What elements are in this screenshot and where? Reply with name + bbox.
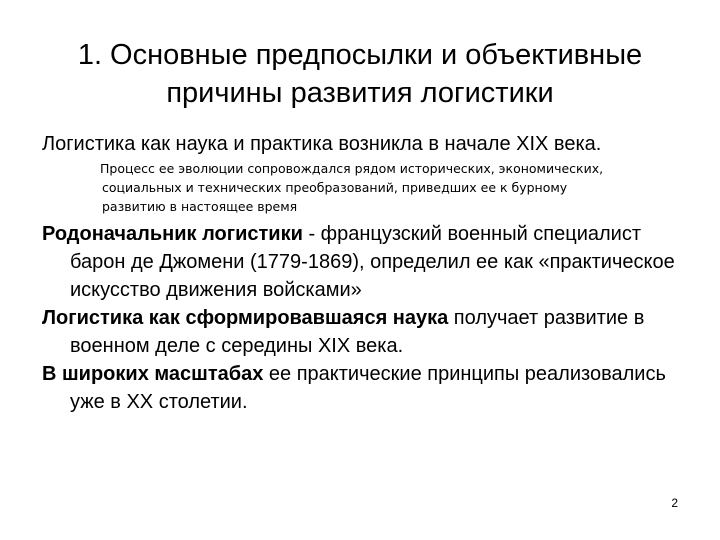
scale-text: ее практические принципы реализовались уже в XX столетии. (70, 363, 666, 413)
page-number: 2 (671, 496, 678, 510)
slide-title-line-2: причины развития логистики (166, 77, 554, 109)
founder-paragraph (42, 220, 692, 304)
evolution-note-line-1: Процесс ее эволюции сопровождался рядом исторических, экономических, (100, 161, 604, 176)
evolution-note-line-3: развитию в настоящее время (102, 199, 298, 214)
slide-title-line-1: 1. Основные предпосылки и объективные (77, 39, 643, 71)
slide-body (42, 132, 692, 416)
evolution-note-line-2: социальных и технических преобразований, приведших ее к бурному (102, 180, 568, 195)
science-term: Логистика как сформировавшаяся наука (42, 307, 449, 329)
intro-paragraph: Логистика как наука и практика возникла в начале XIX века. (42, 133, 602, 155)
science-text: получает развитие в военном деле с середины XIX века. (70, 307, 645, 357)
scale-term: В широких масштабах (42, 363, 264, 385)
scale-paragraph (42, 360, 692, 416)
slide-title (30, 36, 690, 112)
evolution-note (102, 159, 682, 216)
founder-term: Родоначальник логистики (42, 223, 303, 245)
science-paragraph (42, 304, 692, 360)
founder-text: - французский военный специалист барон де Джомени (1779-1869), определил ее как «практическое искусство движения войсками» (70, 223, 675, 301)
